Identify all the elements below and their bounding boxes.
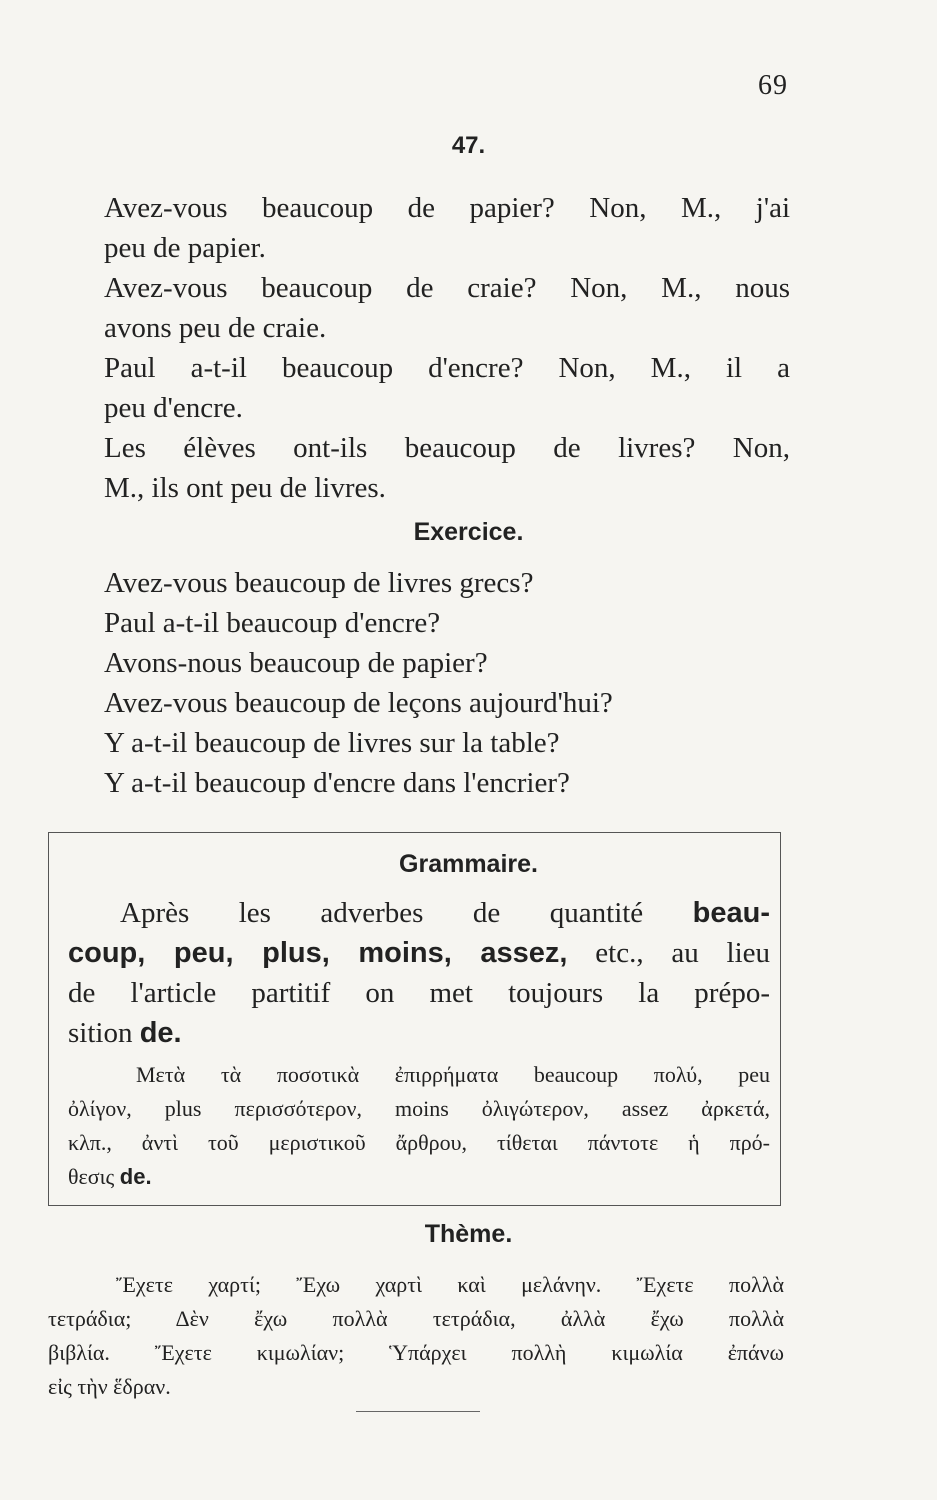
intro-line: peu d'encre.: [104, 392, 243, 424]
grammar-french-text: [68, 893, 770, 1053]
grammar-text: Après les adverbes de quantité: [120, 897, 644, 929]
exercise-line: Avez-vous beaucoup de livres grecs?: [104, 567, 534, 599]
greek-text: θεσις: [68, 1164, 115, 1189]
theme-line: τετράδια; Δὲν ἔχω πολλὰ τετράδια, ἀλλὰ ἔχω πολλὰ: [48, 1306, 784, 1331]
grammar-heading: Grammaire.: [399, 850, 538, 878]
intro-line: Les élèves ont-ils beaucoup de livres? Non,: [104, 432, 790, 464]
lesson-number: 47.: [451, 132, 486, 159]
intro-line: Paul a-t-il beaucoup d'encre? Non, M., il a: [104, 352, 790, 384]
exercise-heading: Exercice.: [413, 518, 524, 546]
intro-line: peu de papier.: [104, 232, 266, 264]
page-number: 69: [758, 70, 788, 101]
grammar-bold-term: coup, peu, plus, moins, assez,: [68, 937, 568, 969]
theme-line: εἰς τὴν ἕδραν.: [48, 1374, 171, 1399]
intro-paragraph: [104, 188, 790, 508]
grammar-text: sition: [68, 1017, 133, 1049]
grammar-line: de l'article partitif on met toujours la prépo-: [68, 977, 770, 1009]
intro-line: Avez-vous beaucoup de craie? Non, M., nous: [104, 272, 790, 304]
exercise-line: Avons-nous beaucoup de papier?: [104, 647, 488, 679]
exercise-line: Y a-t-il beaucoup d'encre dans l'encrier?: [104, 767, 570, 799]
exercise-line: Y a-t-il beaucoup de livres sur la table?: [104, 727, 560, 759]
grammar-bold-term: de.: [119, 1164, 152, 1189]
grammar-text: etc., au lieu: [595, 937, 770, 969]
greek-line: [68, 1160, 770, 1194]
intro-line: avons peu de craie.: [104, 312, 327, 344]
greek-line: κλπ., ἀντὶ τοῦ μεριστικοῦ ἄρθρου, τίθεται πάντοτε ἡ πρό-: [68, 1130, 770, 1155]
grammar-line: [68, 933, 770, 973]
intro-line: Avez-vous beaucoup de papier? Non, M., j'ai: [104, 192, 790, 224]
exercise-list: [104, 563, 790, 803]
grammar-line: [68, 893, 770, 933]
theme-heading: Thème.: [424, 1220, 513, 1248]
grammar-greek-text: [68, 1058, 770, 1194]
grammar-line: [68, 1013, 770, 1053]
greek-line: ὀλίγον, plus περισσότερον, moins ὀλιγώτερον, assez ἀρκετά,: [68, 1096, 770, 1121]
grammar-bold-term: de.: [139, 1017, 182, 1049]
theme-text: [48, 1268, 784, 1404]
grammar-bold-term: beau-: [692, 897, 770, 929]
exercise-line: Paul a-t-il beaucoup d'encre?: [104, 607, 441, 639]
theme-line: Ἔχετε χαρτί; Ἔχω χαρτὶ καὶ μελάνην. Ἔχετε πολλὰ: [116, 1272, 784, 1297]
theme-line: βιβλία. Ἔχετε κιμωλίαν; Ὑπάρχει πολλὴ κιμωλία ἐπάνω: [48, 1340, 784, 1365]
exercise-line: Avez-vous beaucoup de leçons aujourd'hui?: [104, 687, 613, 719]
intro-line: M., ils ont peu de livres.: [104, 472, 386, 504]
end-rule: [356, 1411, 480, 1412]
greek-line: Μετὰ τὰ ποσοτικὰ ἐπιρρήματα beaucoup πολύ, peu: [136, 1062, 770, 1087]
